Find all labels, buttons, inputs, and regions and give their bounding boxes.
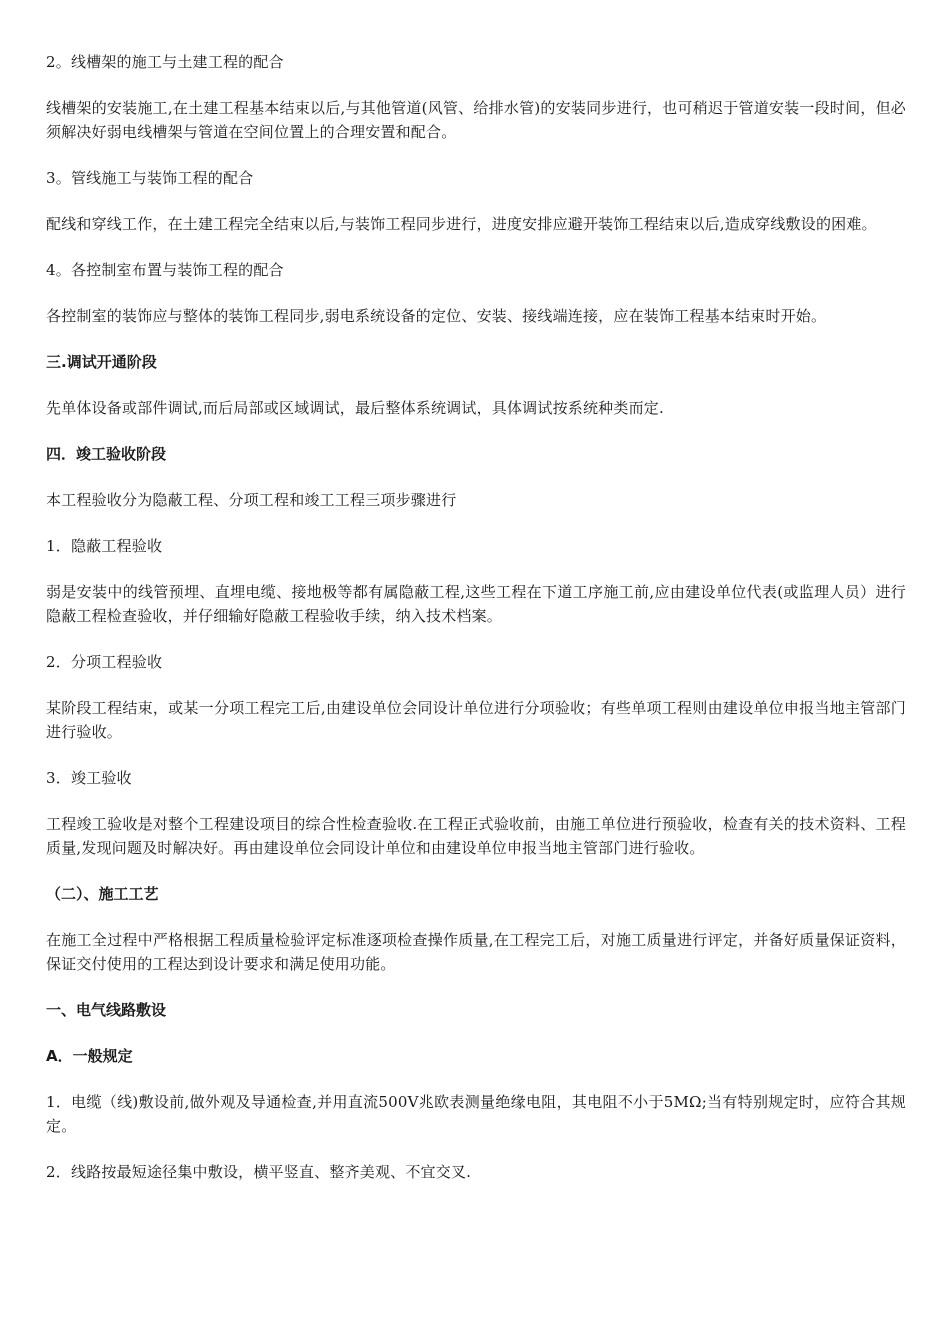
paragraph: 本工程验收分为隐蔽工程、分项工程和竣工工程三项步骤进行 [46, 491, 457, 509]
paragraph: 1．电缆（线)敷设前,做外观及导通检查,并用直流500V兆欧表测量绝缘电阻，其电阻不小于5MΩ;当有特别规定时，应符合其规定。 [46, 1093, 906, 1135]
paragraph: 各控制室的装饰应与整体的装饰工程同步,弱电系统设备的定位、安装、接线端连接，应在装饰工程基本结束时开始。 [46, 307, 827, 325]
subsection-title: 3．竣工验收 [46, 769, 132, 787]
subsection-title: 1．隐蔽工程验收 [46, 537, 163, 555]
section-heading: （二）、施工工艺 [46, 885, 159, 903]
paragraph: 配线和穿线工作，在土建工程完全结束以后,与装饰工程同步进行，进度安排应避开装饰工程结束以后,造成穿线敷设的困难。 [46, 215, 877, 233]
paragraph: 先单体设备或部件调试,而后局部或区域调试，最后整体系统调试，具体调试按系统种类而定. [46, 399, 664, 417]
subsection-title: 3。管线施工与装饰工程的配合 [46, 169, 254, 187]
document-page [46, 50, 906, 1206]
paragraph: 弱是安装中的线管预埋、直埋电缆、接地极等都有属隐蔽工程,这些工程在下道工序施工前,应由建设单位代表(或监理人员）进行隐蔽工程检查验收，并仔细输好隐蔽工程验收手续，纳入技术档案。 [46, 583, 906, 625]
paragraph: 线槽架的安装施工,在土建工程基本结束以后,与其他管道(风管、给排水管)的安装同步进行，也可稍迟于管道安装一段时间，但必须解决好弱电线槽架与管道在空间位置上的合理安置和配合。 [46, 99, 906, 141]
paragraph: 2．线路按最短途径集中敷设，横平竖直、整齐美观、不宜交叉. [46, 1163, 472, 1181]
paragraph: 某阶段工程结束，或某一分项工程完工后,由建设单位会同设计单位进行分项验收；有些单项工程则由建设单位申报当地主管部门进行验收。 [46, 699, 906, 741]
subsection-title: 4。各控制室布置与装饰工程的配合 [46, 261, 284, 279]
section-heading: 三.调试开通阶段 [46, 353, 157, 371]
section-heading: A．一般规定 [46, 1047, 133, 1065]
paragraph: 在施工全过程中严格根据工程质量检验评定标准逐项检查操作质量,在工程完工后，对施工质量进行评定，并备好质量保证资料，保证交付使用的工程达到设计要求和满足使用功能。 [46, 931, 906, 973]
subsection-title: 2。线槽架的施工与土建工程的配合 [46, 53, 284, 71]
subsection-title: 2．分项工程验收 [46, 653, 163, 671]
paragraph: 工程竣工验收是对整个工程建设项目的综合性检查验收.在工程正式验收前，由施工单位进行预验收，检查有关的技术资料、工程质量,发现问题及时解决好。再由建设单位会同设计单位和由建设单位申报当地主管部门进行验收。 [46, 815, 906, 857]
section-heading: 四．竣工验收阶段 [46, 445, 167, 463]
section-heading: 一、电气线路敷设 [46, 1001, 167, 1019]
